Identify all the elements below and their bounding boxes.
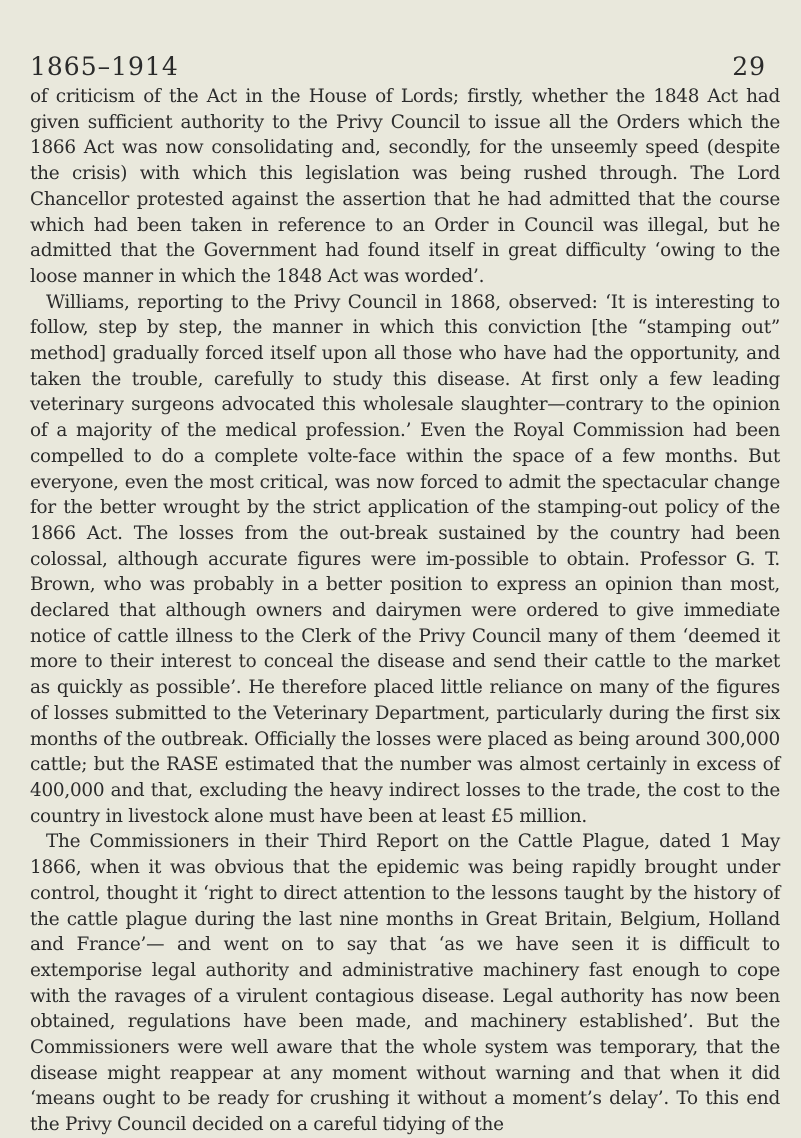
page-number: 29	[732, 52, 766, 81]
paragraph-2: Williams, reporting to the Privy Council in 1868, observed: ‘It is interesting to follow, step by step, the manner in which this conviction [the “stamping out” method] gradually forced itself upon all those who have had the opportunity, and taken the trouble, carefully to study this disease. At first only a few leading veterinary surgeons advocated this wholesale slaughter—contrary to the opinion of a majority of the medical profession.’ Even the Royal Commission had been compelled to do a complete volte-face within the space of a few months. But everyone, even the most critical, was now forced to admit the spectacular change for the better wrought by the strict application of the stamping-out policy of the 1866 Act. The losses from the out-break sustained by the country had been colossal, although accurate figures were im-possible to obtain. Professor G. T. Brown, who was probably in a better position to express an opinion than most, declared that although owners and dairymen were ordered to give immediate notice of cattle illness to the Clerk of the Privy Council many of them ‘deemed it more to their interest to conceal the disease and send their cattle to the market as quickly as possible’. He therefore placed little reliance on many of the figures of losses submitted to the Veterinary Department, particularly during the first six months of the outbreak. Officially the losses were placed as being around 300,000 cattle; but the RASE estimated that the number was almost certainly in excess of 400,000 and that, excluding the heavy indirect losses to the trade, the cost to the country in livestock alone must have been at least £5 million.	[30, 291, 780, 827]
paragraph-1: of criticism of the Act in the House of Lords; firstly, whether the 1848 Act had given sufficient authority to the Privy Council to issue all the Orders which the 1866 Act was now consolidating and, secondly, for the unseemly speed (despite the crisis) with which this legislation was being rushed through. The Lord Chancellor protested against the assertion that he had admitted that the course which had been taken in reference to an Order in Council was illegal, but he admitted that the Government had found itself in great difficulty ‘owing to the loose manner in which the 1848 Act was worded’.	[30, 86, 780, 287]
book-page	[30, 44, 780, 1138]
running-head-years: 1865–1914	[30, 52, 179, 81]
body-text	[30, 84, 780, 1138]
paragraph-3: The Commissioners in their Third Report on the Cattle Plague, dated 1 May 1866, when it was obvious that the epidemic was being rapidly brought under control, thought it ‘right to direct attention to the lessons taught by the history of the cattle plague during the last nine months in Great Britain, Belgium, Holland and France’— and went on to say that ‘as we have seen it is difficult to extemporise legal authority and administrative machinery fast enough to cope with the ravages of a virulent contagious disease. Legal authority has now been obtained, regulations have been made, and machinery established’. But the Commissioners were well aware that the whole system was temporary, that the disease might reappear at any moment without warning and that when it did ‘means ought to be ready for crushing it without a moment’s delay’. To this end the Privy Council decided on a careful tidying of the	[30, 831, 780, 1136]
running-head	[30, 44, 780, 84]
